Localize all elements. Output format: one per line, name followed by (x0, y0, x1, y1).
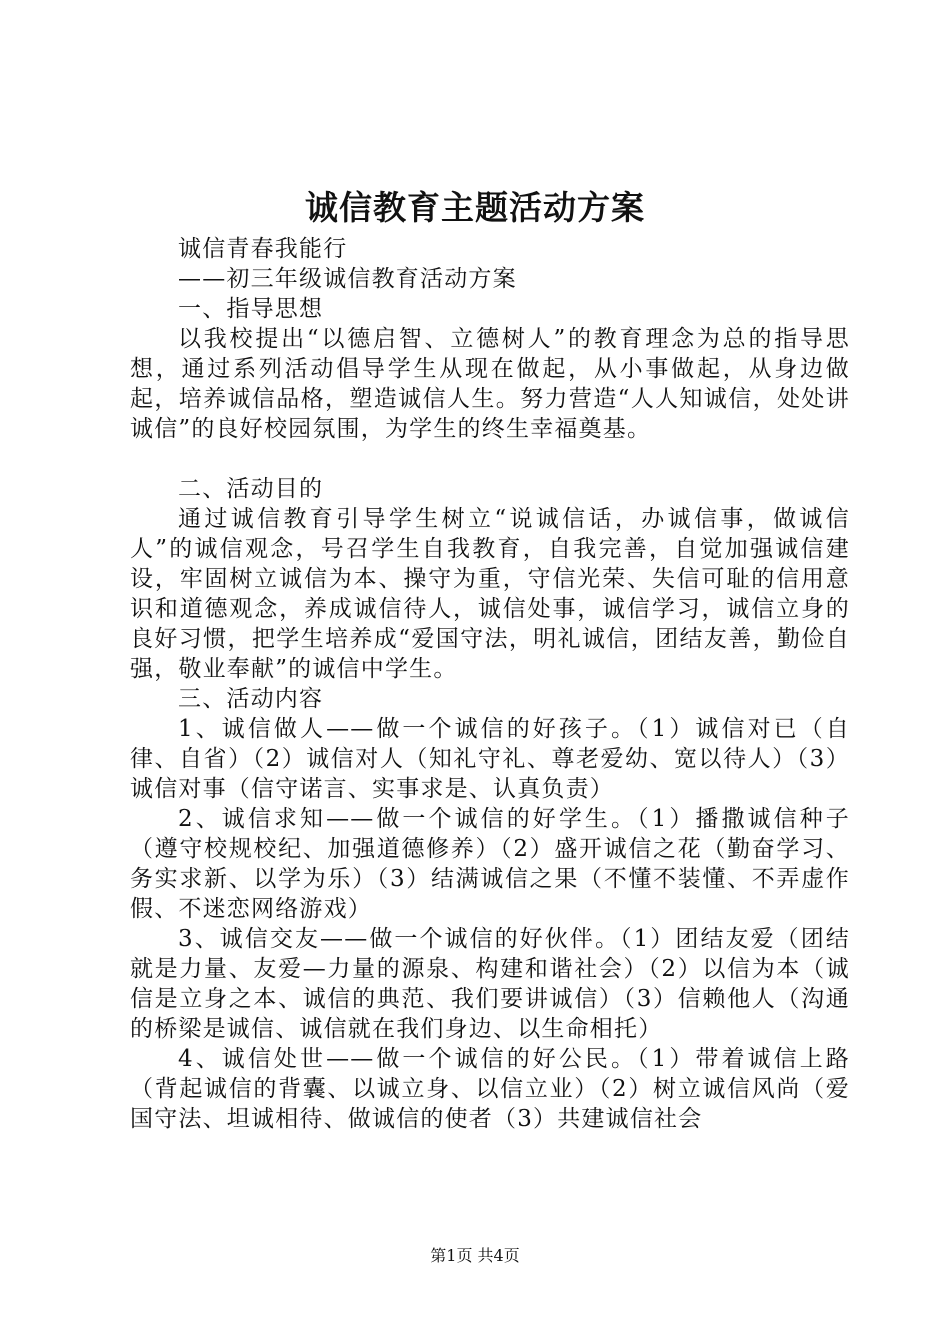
activity-item-4: 4、诚信处世——做一个诚信的好公民。（1）带着诚信上路（背起诚信的背囊、以诚立身、以信立业）（2）树立诚信风尚（爱国守法、坦诚相待、做诚信的使者（3）共建诚信社会 (130, 1046, 850, 1132)
document-title: 诚信教育主题活动方案 (305, 188, 645, 227)
section-paragraph-activity-purpose: 通过诚信教育引导学生树立“说诚信话，办诚信事，做诚信人”的诚信观念，号召学生自我教育，自我完善，自觉加强诚信建设，牢固树立诚信为本、操守为重，守信光荣、失信可耻的信用意识和道德观念，养成诚信待人，诚信处事，诚信学习，诚信立身的良好习惯，把学生培养成“爱国守法，明礼诚信，团结友善，勤俭自强，敬业奉献”的诚信中学生。 (130, 506, 850, 682)
section-heading-activity-purpose: 二、活动目的 (178, 476, 324, 502)
activity-item-3: 3、诚信交友——做一个诚信的好伙伴。（1）团结友爱（团结就是力量、友爱—力量的源泉、构建和谐社会）（2）以信为本（诚信是立身之本、诚信的典范、我们要讲诚信）（3）信赖他人（沟通的桥梁是诚信、诚信就在我们身边、以生命相托） (130, 926, 850, 1042)
subheading: ——初三年级诚信教育活动方案 (178, 266, 517, 292)
section-heading-guiding-thought: 一、指导思想 (178, 296, 324, 322)
subtitle: 诚信青春我能行 (178, 236, 348, 262)
page-footer: 第1页 共4页 (430, 1246, 520, 1265)
section-paragraph-guiding-thought: 以我校提出“以德启智、立德树人”的教育理念为总的指导思想，通过系列活动倡导学生从现在做起，从小事做起，从身边做起，培养诚信品格，塑造诚信人生。努力营造“人人知诚信，处处讲诚信”的良好校园氛围，为学生的终生幸福奠基。 (130, 326, 850, 442)
activity-item-2: 2、诚信求知——做一个诚信的好学生。（1）播撒诚信种子（遵守校规校纪、加强道德修养）（2）盛开诚信之花（勤奋学习、务实求新、以学为乐）（3）结满诚信之果（不懂不装懂、不弄虚作假、不迷恋网络游戏） (130, 806, 850, 922)
section-heading-activity-content: 三、活动内容 (178, 686, 324, 712)
activity-item-1: 1、诚信做人——做一个诚信的好孩子。（1）诚信对已（自律、自省）（2）诚信对人（知礼守礼、尊老爱幼、宽以待人）（3）诚信对事（信守诺言、实事求是、认真负责） (130, 716, 850, 802)
document-body (130, 234, 850, 1134)
